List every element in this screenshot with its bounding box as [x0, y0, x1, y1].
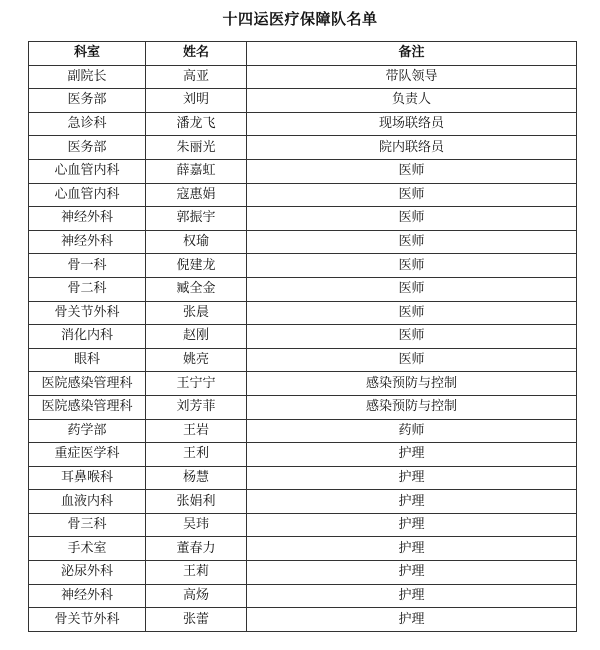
remarks-cell: 医师	[247, 183, 577, 207]
remarks-cell: 医师	[247, 348, 577, 372]
table-row	[29, 301, 577, 325]
department-cell: 血液内科	[29, 490, 146, 514]
name-cell: 张蕾	[146, 608, 247, 632]
remarks-cell: 医师	[247, 277, 577, 301]
department-cell: 药学部	[29, 419, 146, 443]
department-cell: 泌尿外科	[29, 561, 146, 585]
remarks-cell: 感染预防与控制	[247, 372, 577, 396]
table-row	[29, 136, 577, 160]
header-department: 科室	[29, 42, 146, 66]
name-cell: 杨慧	[146, 466, 247, 490]
table-header	[29, 42, 577, 66]
table-row	[29, 230, 577, 254]
table-row	[29, 183, 577, 207]
department-cell: 骨关节外科	[29, 608, 146, 632]
name-cell: 薛嘉虹	[146, 159, 247, 183]
department-cell: 消化内科	[29, 325, 146, 349]
table-row	[29, 395, 577, 419]
name-cell: 寇惠娟	[146, 183, 247, 207]
table-row	[29, 277, 577, 301]
table-row	[29, 65, 577, 89]
table-row	[29, 159, 577, 183]
table-row	[29, 584, 577, 608]
department-cell: 心血管内科	[29, 159, 146, 183]
name-cell: 郭振宇	[146, 207, 247, 231]
table-row	[29, 608, 577, 632]
table-row	[29, 537, 577, 561]
remarks-cell: 带队领导	[247, 65, 577, 89]
department-cell: 眼科	[29, 348, 146, 372]
remarks-cell: 医师	[247, 325, 577, 349]
remarks-cell: 护理	[247, 490, 577, 514]
name-cell: 张娟利	[146, 490, 247, 514]
name-cell: 臧全金	[146, 277, 247, 301]
table-row	[29, 466, 577, 490]
name-cell: 王岩	[146, 419, 247, 443]
table-row	[29, 490, 577, 514]
remarks-cell: 现场联络员	[247, 112, 577, 136]
department-cell: 医院感染管理科	[29, 372, 146, 396]
table-row	[29, 254, 577, 278]
remarks-cell: 医师	[247, 301, 577, 325]
department-cell: 手术室	[29, 537, 146, 561]
table-row	[29, 207, 577, 231]
name-cell: 王莉	[146, 561, 247, 585]
department-cell: 耳鼻喉科	[29, 466, 146, 490]
department-cell: 骨三科	[29, 513, 146, 537]
remarks-cell: 负责人	[247, 89, 577, 113]
department-cell: 骨二科	[29, 277, 146, 301]
name-cell: 潘龙飞	[146, 112, 247, 136]
name-cell: 董春力	[146, 537, 247, 561]
department-cell: 医务部	[29, 136, 146, 160]
header-remarks: 备注	[247, 42, 577, 66]
table-row	[29, 348, 577, 372]
name-cell: 张晨	[146, 301, 247, 325]
name-cell: 王宁宁	[146, 372, 247, 396]
table-row	[29, 419, 577, 443]
name-cell: 赵刚	[146, 325, 247, 349]
name-cell: 吴玮	[146, 513, 247, 537]
remarks-cell: 护理	[247, 443, 577, 467]
department-cell: 神经外科	[29, 584, 146, 608]
remarks-cell: 护理	[247, 513, 577, 537]
remarks-cell: 医师	[247, 159, 577, 183]
remarks-cell: 院内联络员	[247, 136, 577, 160]
remarks-cell: 护理	[247, 584, 577, 608]
department-cell: 骨关节外科	[29, 301, 146, 325]
name-cell: 王利	[146, 443, 247, 467]
department-cell: 神经外科	[29, 207, 146, 231]
name-cell: 权瑜	[146, 230, 247, 254]
table-row	[29, 89, 577, 113]
department-cell: 副院长	[29, 65, 146, 89]
page-title: 十四运医疗保障队名单	[222, 10, 378, 28]
department-cell: 急诊科	[29, 112, 146, 136]
name-cell: 倪建龙	[146, 254, 247, 278]
remarks-cell: 护理	[247, 608, 577, 632]
name-cell: 刘明	[146, 89, 247, 113]
table-row	[29, 443, 577, 467]
header-row	[29, 42, 577, 66]
table-body	[29, 65, 577, 631]
name-cell: 姚亮	[146, 348, 247, 372]
remarks-cell: 护理	[247, 466, 577, 490]
remarks-cell: 药师	[247, 419, 577, 443]
table-row	[29, 372, 577, 396]
department-cell: 心血管内科	[29, 183, 146, 207]
table-row	[29, 561, 577, 585]
header-name: 姓名	[146, 42, 247, 66]
table-row	[29, 513, 577, 537]
remarks-cell: 医师	[247, 254, 577, 278]
name-cell: 刘芳菲	[146, 395, 247, 419]
name-cell: 高亚	[146, 65, 247, 89]
department-cell: 医务部	[29, 89, 146, 113]
table-row	[29, 325, 577, 349]
roster-table	[28, 41, 577, 632]
remarks-cell: 医师	[247, 207, 577, 231]
name-cell: 高炀	[146, 584, 247, 608]
department-cell: 医院感染管理科	[29, 395, 146, 419]
name-cell: 朱丽光	[146, 136, 247, 160]
department-cell: 神经外科	[29, 230, 146, 254]
department-cell: 骨一科	[29, 254, 146, 278]
department-cell: 重症医学科	[29, 443, 146, 467]
remarks-cell: 护理	[247, 561, 577, 585]
remarks-cell: 感染预防与控制	[247, 395, 577, 419]
remarks-cell: 医师	[247, 230, 577, 254]
remarks-cell: 护理	[247, 537, 577, 561]
table-row	[29, 112, 577, 136]
